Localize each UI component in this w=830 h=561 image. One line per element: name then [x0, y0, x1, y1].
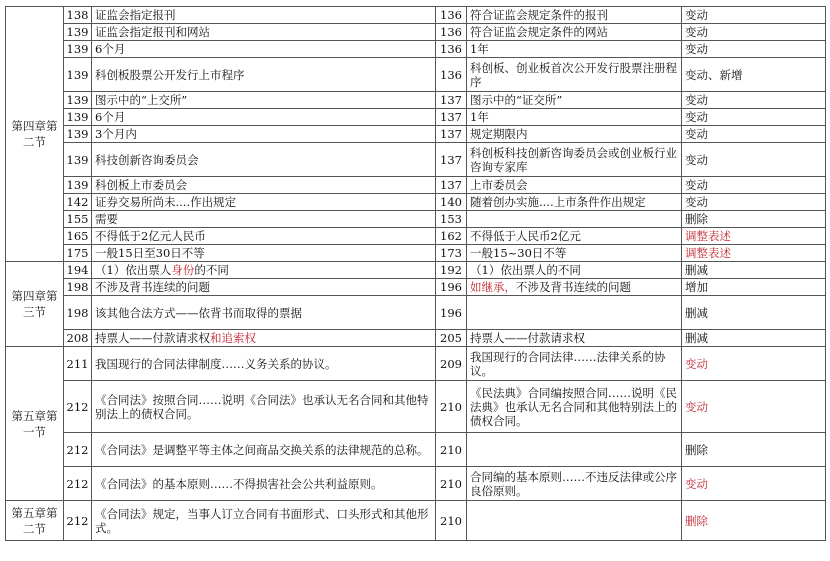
change-type-cell: 变动 — [682, 381, 826, 433]
table-row — [6, 24, 826, 41]
old-page-cell: 139 — [64, 126, 92, 143]
new-page-cell: 136 — [436, 41, 467, 58]
old-text-cell — [92, 24, 436, 41]
new-text-cell — [467, 7, 682, 24]
table-row — [6, 109, 826, 126]
table-row — [6, 381, 826, 433]
old-page-cell: 155 — [64, 211, 92, 228]
new-text: 1年 — [470, 110, 489, 124]
old-page-cell: 212 — [64, 381, 92, 433]
old-page-cell: 139 — [64, 24, 92, 41]
old-page-cell: 139 — [64, 143, 92, 177]
old-text-cell — [92, 347, 436, 381]
change-type-cell: 删减 — [682, 330, 826, 347]
new-page-cell: 196 — [436, 279, 467, 296]
new-text-cell — [467, 58, 682, 92]
old-text: 《合同法》的基本原则……不得损害社会公共利益原则。 — [95, 476, 383, 491]
old-page-cell: 212 — [64, 467, 92, 501]
old-page-cell: 208 — [64, 330, 92, 347]
old-text: 科技创新咨询委员会 — [95, 152, 199, 167]
new-page-cell: 137 — [436, 126, 467, 143]
new-text-added: 如继承， — [470, 280, 516, 294]
new-text-cell — [467, 279, 682, 296]
change-type-cell: 变动 — [682, 347, 826, 381]
table-row — [6, 92, 826, 109]
old-text: 证券交易所尚未....作出规定 — [95, 195, 237, 209]
old-text-cell — [92, 245, 436, 262]
old-page-cell: 175 — [64, 245, 92, 262]
new-page-cell: 137 — [436, 177, 467, 194]
old-page-cell: 139 — [64, 109, 92, 126]
table-row — [6, 211, 826, 228]
change-type-cell: 调整表述 — [682, 228, 826, 245]
table-row — [6, 126, 826, 143]
old-page-cell: 165 — [64, 228, 92, 245]
old-page-cell: 138 — [64, 7, 92, 24]
old-text-cell — [92, 41, 436, 58]
old-page-cell: 139 — [64, 41, 92, 58]
new-text: 持票人——付款请求权 — [470, 331, 585, 345]
new-text: 科创板科技创新咨询委员会或创业板行业咨询专家库 — [470, 145, 677, 174]
new-page-cell: 210 — [436, 433, 467, 467]
change-type-cell: 变动 — [682, 467, 826, 501]
new-text-cell — [467, 262, 682, 279]
old-text-deleted: 身份 — [171, 263, 195, 277]
new-text: 符合证监会规定条件的网站 — [470, 25, 608, 39]
new-page-cell: 137 — [436, 92, 467, 109]
old-page-cell: 211 — [64, 347, 92, 381]
new-page-cell: 209 — [436, 347, 467, 381]
old-text-cell — [92, 92, 436, 109]
old-page-cell: 198 — [64, 296, 92, 330]
old-text-tail: 的不同 — [194, 263, 229, 277]
new-page-cell: 140 — [436, 194, 467, 211]
new-page-cell: 210 — [436, 381, 467, 433]
table-row — [6, 501, 826, 541]
change-type-cell: 变动 — [682, 41, 826, 58]
old-text-cell — [92, 433, 436, 467]
table-row — [6, 296, 826, 330]
new-text-cell — [467, 467, 682, 501]
old-text-cell — [92, 467, 436, 501]
old-text: 科创板股票公开发行上市程序 — [95, 67, 245, 82]
new-text: 我国现行的合同法律……法律关系的协议。 — [470, 349, 666, 378]
new-page-cell: 210 — [436, 467, 467, 501]
change-type-cell: 变动 — [682, 92, 826, 109]
new-page-cell: 136 — [436, 58, 467, 92]
new-page-cell: 162 — [436, 228, 467, 245]
new-text-cell — [467, 296, 682, 330]
new-text-cell — [467, 433, 682, 467]
old-page-cell: 194 — [64, 262, 92, 279]
new-text-cell — [467, 92, 682, 109]
new-text-cell — [467, 143, 682, 177]
new-text-cell — [467, 330, 682, 347]
table-row — [6, 330, 826, 347]
table-row — [6, 143, 826, 177]
section-label: 第五章第一节 — [6, 347, 64, 501]
new-text: 符合证监会规定条件的报刊 — [470, 8, 608, 22]
new-page-cell: 192 — [436, 262, 467, 279]
change-type-cell: 变动 — [682, 109, 826, 126]
new-text-cell — [467, 211, 682, 228]
old-page-cell: 212 — [64, 501, 92, 541]
section-label: 第四章第二节 — [6, 7, 64, 262]
old-text: 科创板上市委员会 — [95, 178, 187, 192]
old-page-cell: 139 — [64, 58, 92, 92]
new-text-cell — [467, 41, 682, 58]
old-text: 《合同法》按照合同……说明《合同法》也承认无名合同和其他特别法上的债权合同。 — [95, 392, 429, 421]
new-text: 一般15~30日不等 — [470, 246, 567, 260]
new-text-cell — [467, 194, 682, 211]
change-type-cell: 变动 — [682, 126, 826, 143]
old-text-cell — [92, 177, 436, 194]
old-text-cell — [92, 501, 436, 541]
table-row — [6, 228, 826, 245]
old-text: 不得低于2亿元人民币 — [95, 229, 206, 243]
old-text: 该其他合法方式——依背书而取得的票据 — [95, 305, 302, 320]
new-text: 科创板、创业板首次公开发行股票注册程序 — [470, 60, 677, 89]
new-text: 图示中的“证交所” — [470, 93, 563, 107]
table-row — [6, 467, 826, 501]
table-row — [6, 279, 826, 296]
change-table-body — [6, 7, 826, 541]
change-type-cell: 删除 — [682, 211, 826, 228]
new-page-cell: 196 — [436, 296, 467, 330]
new-text: 随着创办实施....上市条件作出规定 — [470, 195, 646, 209]
new-text: 1年 — [470, 42, 489, 56]
old-page-cell: 198 — [64, 279, 92, 296]
new-text: 规定期限内 — [470, 127, 528, 141]
table-row — [6, 7, 826, 24]
new-text-cell — [467, 228, 682, 245]
table-row — [6, 177, 826, 194]
table-row — [6, 262, 826, 279]
old-text: 证监会指定报刊 — [95, 8, 176, 22]
old-text: 证监会指定报刊和网站 — [95, 25, 210, 39]
section-label: 第四章第三节 — [6, 262, 64, 347]
new-page-cell: 136 — [436, 24, 467, 41]
new-text-cell — [467, 501, 682, 541]
new-text-cell — [467, 245, 682, 262]
old-text: 不涉及背书连续的问题 — [95, 280, 210, 294]
new-text: 不涉及背书连续的问题 — [516, 280, 631, 294]
old-text: 《合同法》规定，当事人订立合同有书面形式、口头形式和其他形式。 — [95, 506, 429, 535]
change-type-cell: 变动 — [682, 7, 826, 24]
new-text-cell — [467, 24, 682, 41]
old-text: 持票人——付款请求权 — [95, 331, 210, 345]
old-text-cell — [92, 109, 436, 126]
old-page-cell: 139 — [64, 92, 92, 109]
old-text-cell — [92, 126, 436, 143]
old-text-deleted: 和追索权 — [210, 331, 256, 345]
old-text: 一般15日至30日不等 — [95, 246, 205, 260]
new-page-cell: 173 — [436, 245, 467, 262]
old-text-cell — [92, 211, 436, 228]
new-text: 不得低于人民币2亿元 — [470, 229, 581, 243]
new-page-cell: 210 — [436, 501, 467, 541]
change-type-cell: 增加 — [682, 279, 826, 296]
old-page-cell: 142 — [64, 194, 92, 211]
old-text: 我国现行的合同法律制度……义务关系的协议。 — [95, 356, 337, 371]
change-type-cell: 变动 — [682, 194, 826, 211]
new-page-cell: 137 — [436, 109, 467, 126]
old-text: 需要 — [95, 212, 118, 226]
old-text: 3个月内 — [95, 127, 137, 141]
change-table — [5, 6, 826, 541]
new-text: 上市委员会 — [470, 178, 528, 192]
new-page-cell: 153 — [436, 211, 467, 228]
table-row — [6, 41, 826, 58]
table-row — [6, 245, 826, 262]
new-text-cell — [467, 109, 682, 126]
change-type-cell: 删除 — [682, 501, 826, 541]
change-type-cell: 变动、新增 — [682, 58, 826, 92]
new-text-cell — [467, 177, 682, 194]
old-text-cell — [92, 143, 436, 177]
old-text-cell — [92, 7, 436, 24]
old-text-cell — [92, 194, 436, 211]
old-text: 6个月 — [95, 110, 126, 124]
table-row — [6, 433, 826, 467]
new-page-cell: 136 — [436, 7, 467, 24]
change-type-cell: 变动 — [682, 143, 826, 177]
new-text-cell — [467, 347, 682, 381]
new-text-cell — [467, 381, 682, 433]
old-text-cell — [92, 279, 436, 296]
old-text: 图示中的“上交所” — [95, 93, 188, 107]
old-text-cell — [92, 58, 436, 92]
change-type-cell: 变动 — [682, 177, 826, 194]
change-type-cell: 删减 — [682, 296, 826, 330]
table-row — [6, 194, 826, 211]
old-text-cell — [92, 381, 436, 433]
change-type-cell: 变动 — [682, 24, 826, 41]
new-text-cell — [467, 126, 682, 143]
old-page-cell: 212 — [64, 433, 92, 467]
section-label: 第五章第二节 — [6, 501, 64, 541]
new-page-cell: 137 — [436, 143, 467, 177]
change-type-cell: 删减 — [682, 262, 826, 279]
new-text: 合同编的基本原则……不违反法律或公序良俗原则。 — [470, 469, 677, 498]
new-text: （1）依出票人的不同 — [470, 263, 581, 277]
old-text-cell — [92, 330, 436, 347]
old-text: （1）依出票人 — [95, 263, 172, 277]
old-text: 6个月 — [95, 42, 126, 56]
old-text-cell — [92, 296, 436, 330]
old-text-cell — [92, 228, 436, 245]
old-page-cell: 139 — [64, 177, 92, 194]
table-row — [6, 58, 826, 92]
change-type-cell: 删除 — [682, 433, 826, 467]
old-text: 《合同法》是调整平等主体之间商品交换关系的法律规范的总称。 — [95, 442, 429, 457]
change-type-cell: 调整表述 — [682, 245, 826, 262]
old-text-cell — [92, 262, 436, 279]
new-text: 《民法典》合同编按照合同……说明《民法典》也承认无名合同和其他特别法上的债权合同。 — [470, 385, 677, 428]
table-row — [6, 347, 826, 381]
new-page-cell: 205 — [436, 330, 467, 347]
